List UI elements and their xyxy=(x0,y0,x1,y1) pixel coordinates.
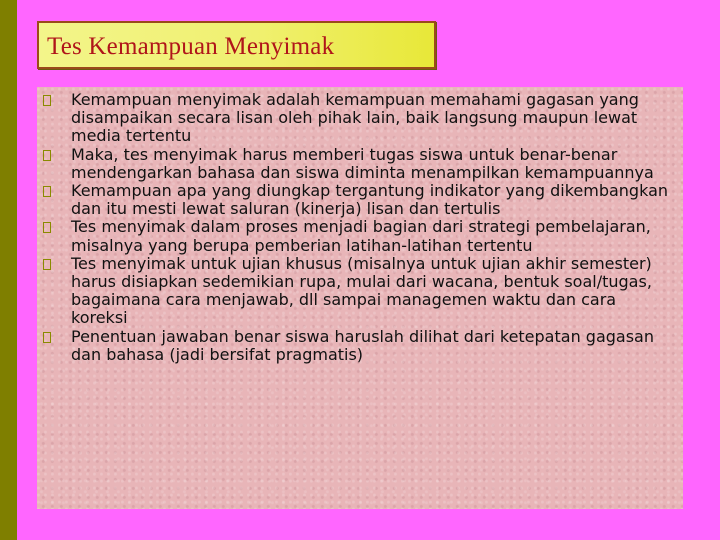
bullet-item xyxy=(37,146,683,182)
bullet-text: Tes menyimak untuk ujian khusus (misalnya untuk ujian akhir semester) harus disiapkan sedemikian rupa, mulai dari wacana, bentuk soal/tugas, bagaimana cara menjawab, dll sampai managemen waktu dan cara koreksi xyxy=(71,253,652,328)
bullet-text: Penentuan jawaban benar siswa haruslah dilihat dari ketepatan gagasan dan bahasa (jadi bersifat pragmatis) xyxy=(71,326,654,364)
left-accent-stripe xyxy=(0,0,17,540)
content-panel xyxy=(37,87,683,509)
bullet-square-icon xyxy=(43,150,51,161)
slide-title: Tes Kemampuan Menyimak xyxy=(47,33,335,60)
bullet-item xyxy=(37,91,683,146)
bullet-item xyxy=(37,182,683,218)
bullet-square-icon xyxy=(43,186,51,197)
bullet-square-icon xyxy=(43,222,51,233)
bullet-item xyxy=(37,218,683,254)
bullet-text: Kemampuan apa yang diungkap tergantung indikator yang dikembangkan dan itu mesti lewat saluran (kinerja) lisan dan tertulis xyxy=(71,181,669,219)
title-box xyxy=(37,21,436,69)
bullet-item xyxy=(37,255,683,328)
bullet-item xyxy=(37,328,683,364)
bullet-square-icon xyxy=(43,259,51,270)
bullet-list xyxy=(37,91,683,364)
bullet-text: Maka, tes menyimak harus memberi tugas siswa untuk benar-benar mendengarkan bahasa dan siswa diminta menampilkan kemampuannya xyxy=(71,144,654,182)
bullet-square-icon xyxy=(43,332,51,343)
bullet-text: Tes menyimak dalam proses menjadi bagian dari strategi pembelajaran, misalnya yang berupa pemberian latihan-latihan tertentu xyxy=(71,217,651,255)
bullet-text: Kemampuan menyimak adalah kemampuan memahami gagasan yang disampaikan secara lisan oleh pihak lain, baik langsung maupun lewat media tertentu xyxy=(71,90,639,146)
bullet-square-icon xyxy=(43,95,51,106)
